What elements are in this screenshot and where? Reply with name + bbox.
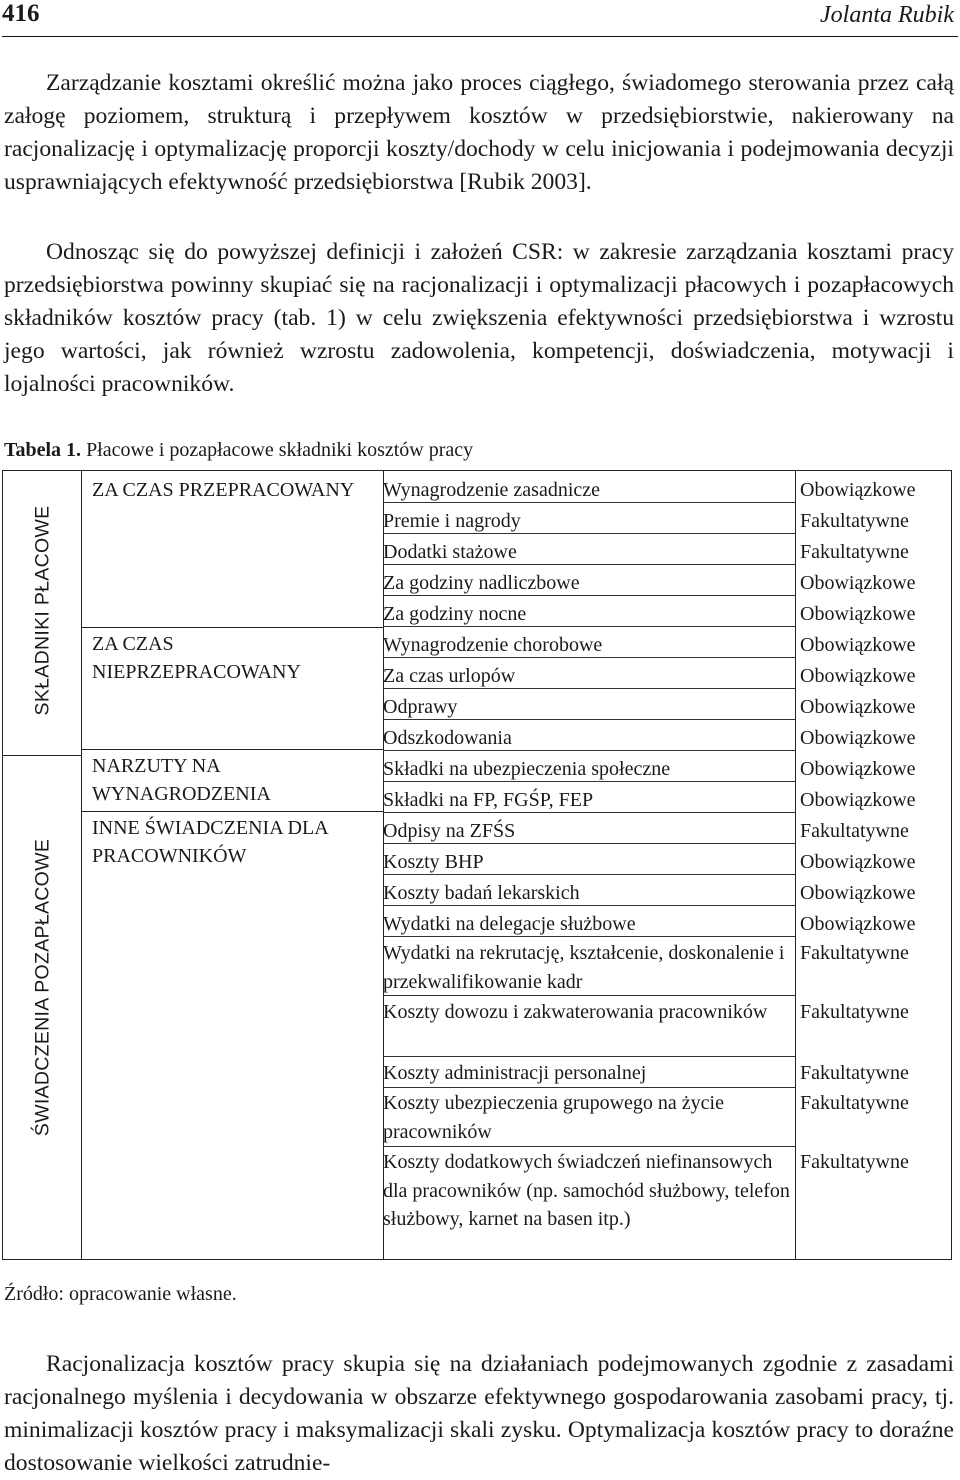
table-row-item: Za czas urlopów: [383, 665, 516, 687]
table-caption-text: Płacowe i pozapłacowe składniki kosztów pracy: [81, 439, 474, 461]
table-row-type: Obowiązkowe: [800, 913, 916, 935]
table-row-item: Premie i nagrody: [383, 510, 521, 532]
table-row-item: Koszty dodatkowych świadczeń niefinansowych dla pracowników (np. samochód służbowy, telefon służbowy, karnet na basen itp.): [383, 1151, 790, 1231]
table-row-type: Obowiązkowe: [800, 851, 916, 873]
table-row-item: Wynagrodzenie zasadnicze: [383, 479, 601, 501]
table-row-item: Koszty administracji personalnej: [383, 1062, 647, 1084]
header-rule: [2, 36, 958, 37]
category-surcharges: NARZUTY NA WYNAGRODZENIA: [92, 755, 271, 805]
table-row-item: Odprawy: [383, 696, 458, 718]
table-caption-label: Tabela 1.: [4, 439, 82, 461]
category-other-benefits: INNE ŚWIADCZENIA DLA PRACOWNIKÓW: [92, 817, 328, 867]
table-source: Źródło: opracowanie własne.: [4, 1283, 237, 1305]
table-divider-item: [795, 471, 796, 1259]
table-row-type: Obowiązkowe: [800, 572, 916, 594]
table-row-item: Koszty badań lekarskich: [383, 882, 580, 904]
table-row-type: Obowiązkowe: [800, 634, 916, 656]
paragraph-3: Racjonalizacja kosztów pracy skupia się na działaniach podejmowanych zgodnie z zasadami racjonalnego myślenia i decydowania w obszarze efektywnego gospodarowania zasobami pracy, tj. minimalizacji kosztów pracy i maksymalizacji skali zysku. Optymalizacja kosztów pracy to doraźne dostosowanie wielkości zatrudnie-: [4, 1351, 954, 1476]
table-row-type: Obowiązkowe: [800, 603, 916, 625]
category-not-worked: ZA CZAS NIEPRZEPRACOWANY: [92, 633, 301, 683]
table-row-item: Wydatki na rekrutację, kształcenie, doskonalenie i przekwalifikowanie kadr: [383, 942, 785, 993]
table-row-type: Obowiązkowe: [800, 665, 916, 687]
group-label-nonwage: ŚWIADCZENIA POZAPŁACOWE: [31, 838, 54, 1137]
category-divider: [81, 811, 383, 812]
category-worked: ZA CZAS PRZEPRACOWANY: [92, 479, 355, 501]
table-row-type: Fakultatywne: [800, 1151, 909, 1173]
table-row-item: Wynagrodzenie chorobowe: [383, 634, 603, 656]
table-row-item: Odpisy na ZFŚS: [383, 820, 516, 842]
table-divider-group: [81, 471, 82, 1259]
table-row-type: Fakultatywne: [800, 1092, 909, 1114]
table-row-item: Za godziny nocne: [383, 603, 527, 625]
table-row-item: Za godziny nadliczbowe: [383, 572, 580, 594]
table-row-item: Odszkodowania: [383, 727, 512, 749]
paragraph-1: Zarządzanie kosztami określić można jako proces ciągłego, świadomego sterowania przez całą załogę poziomem, strukturą i przepływem kosztów w przedsiębiorstwie, nakierowany na racjonalizację i optymalizację proporcji koszty/dochody w celu inicjowania i podejmowania decyzji usprawniających efektywność przedsiębiorstwa [Rubik 2003].: [4, 70, 954, 195]
table-row-type: Fakultatywne: [800, 942, 909, 964]
table-row-type: Fakultatywne: [800, 1062, 909, 1084]
cost-components-table: [2, 470, 952, 1260]
table-row-item: Koszty ubezpieczenia grupowego na życie pracowników: [383, 1092, 724, 1143]
table-row-type: Obowiązkowe: [800, 479, 916, 501]
category-divider: [81, 627, 383, 628]
category-divider: [81, 749, 383, 750]
table-row-item: Składki na FP, FGŚP, FEP: [383, 789, 594, 811]
table-row-type: Obowiązkowe: [800, 696, 916, 718]
table-row-type: Fakultatywne: [800, 510, 909, 532]
group-divider: [3, 755, 81, 756]
row-divider: [383, 1056, 795, 1057]
table-row-type: Fakultatywne: [800, 820, 909, 842]
group-label-wage: SKŁADNIKI PŁACOWE: [31, 505, 54, 716]
table-row-item: Koszty BHP: [383, 851, 484, 873]
table-row-type: Obowiązkowe: [800, 882, 916, 904]
paragraph-2: Odnosząc się do powyższej definicji i założeń CSR: w zakresie zarządzania kosztami pracy przedsiębiorstwa powinny skupiać się na racjonalizacji i optymalizacji płacowych i pozapłacowych składników kosztów pracy (tab. 1) w celu zwiększenia efektywności przedsiębiorstwa i wzrostu jego wartości, jak również wzrostu zadowolenia, kompetencji, doświadczenia, motywacji i lojalności pracowników.: [4, 239, 954, 397]
table-row-type: Fakultatywne: [800, 1001, 909, 1023]
table-row-item: Wydatki na delegacje służbowe: [383, 913, 636, 935]
table-row-type: Fakultatywne: [800, 541, 909, 563]
table-row-item: Koszty dowozu i zakwaterowania pracowników: [383, 1001, 768, 1023]
page-number: 416: [2, 0, 40, 27]
table-row-type: Obowiązkowe: [800, 758, 916, 780]
table-caption: [4, 437, 473, 463]
running-header-author: Jolanta Rubik: [820, 2, 954, 28]
table-row-item: Dodatki stażowe: [383, 541, 517, 563]
table-row-type: Obowiązkowe: [800, 789, 916, 811]
table-row-type: Obowiązkowe: [800, 727, 916, 749]
table-row-item: Składki na ubezpieczenia społeczne: [383, 758, 671, 780]
